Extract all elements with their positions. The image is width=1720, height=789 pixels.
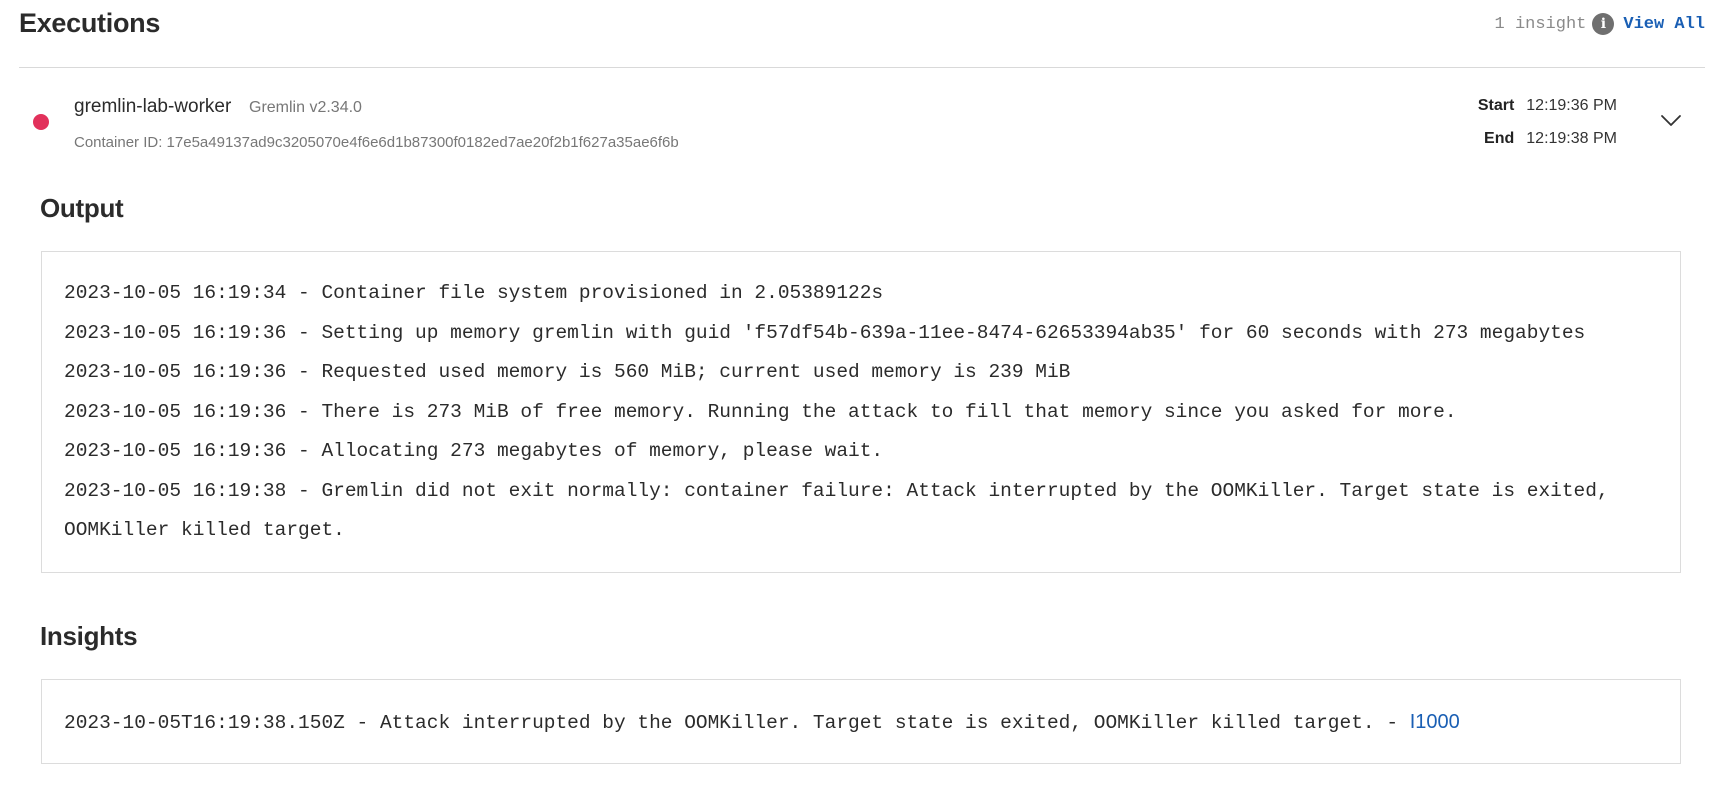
log-line: 2023-10-05 16:19:36 - Allocating 273 megabytes of memory, please wait. xyxy=(64,440,884,462)
execution-times xyxy=(1478,97,1617,163)
page-title: Executions xyxy=(19,8,161,38)
start-time: 12:19:36 PM xyxy=(1526,97,1617,114)
chevron-down-icon[interactable] xyxy=(1659,110,1683,130)
worker-name: gremlin-lab-worker xyxy=(74,96,232,117)
insight-count: 1 insight xyxy=(1494,14,1587,34)
gremlin-version: Gremlin v2.34.0 xyxy=(249,99,362,116)
view-all-link[interactable]: View All xyxy=(1623,14,1705,34)
log-line: 2023-10-05 16:19:34 - Container file system provisioned in 2.05389122s xyxy=(64,282,884,304)
start-label: Start xyxy=(1477,97,1515,114)
end-time: 12:19:38 PM xyxy=(1526,130,1617,147)
executions-header xyxy=(19,0,1705,68)
log-line: 2023-10-05 16:19:36 - There is 273 MiB of free memory. Running the attack to fill that memory since you asked for more. xyxy=(64,400,1457,423)
container-id: Container ID: 17e5a49137ad9c3205070e4f6e6d1b87300f0182ed7ae20f2b1f627a35ae6f6b xyxy=(74,134,679,151)
insight-item xyxy=(64,703,1658,743)
log-line: 2023-10-05 16:19:36 - Requested used memory is 560 MiB; current used memory is 239 MiB xyxy=(64,361,1071,383)
header-actions xyxy=(1495,13,1705,35)
log-line: 2023-10-05 16:19:38 - Gremlin did not exit normally: container failure: Attack interrupted by the OOMKiller. Target state is exited, OOMKiller killed target. xyxy=(64,479,1621,541)
log-line: 2023-10-05 16:19:36 - Setting up memory gremlin with guid 'f57df54b-639a-11ee-8474-62653394ab35' for 60 seconds with 273 megabytes xyxy=(64,321,1586,344)
insights-log xyxy=(41,679,1681,764)
execution-row[interactable] xyxy=(19,92,1705,162)
end-label: End xyxy=(1484,130,1515,147)
output-log xyxy=(41,251,1681,573)
end-time-row xyxy=(1478,130,1617,163)
status-indicator xyxy=(33,114,49,130)
insights-title: Insights xyxy=(40,621,138,651)
output-title: Output xyxy=(40,193,124,223)
start-time-row xyxy=(1478,97,1617,130)
insight-text: 2023-10-05T16:19:38.150Z - Attack interrupted by the OOMKiller. Target state is exited, OOMKiller killed target. - xyxy=(64,712,1410,734)
insight-code-link[interactable]: I1000 xyxy=(1409,711,1460,733)
info-icon[interactable]: i xyxy=(1592,13,1614,35)
